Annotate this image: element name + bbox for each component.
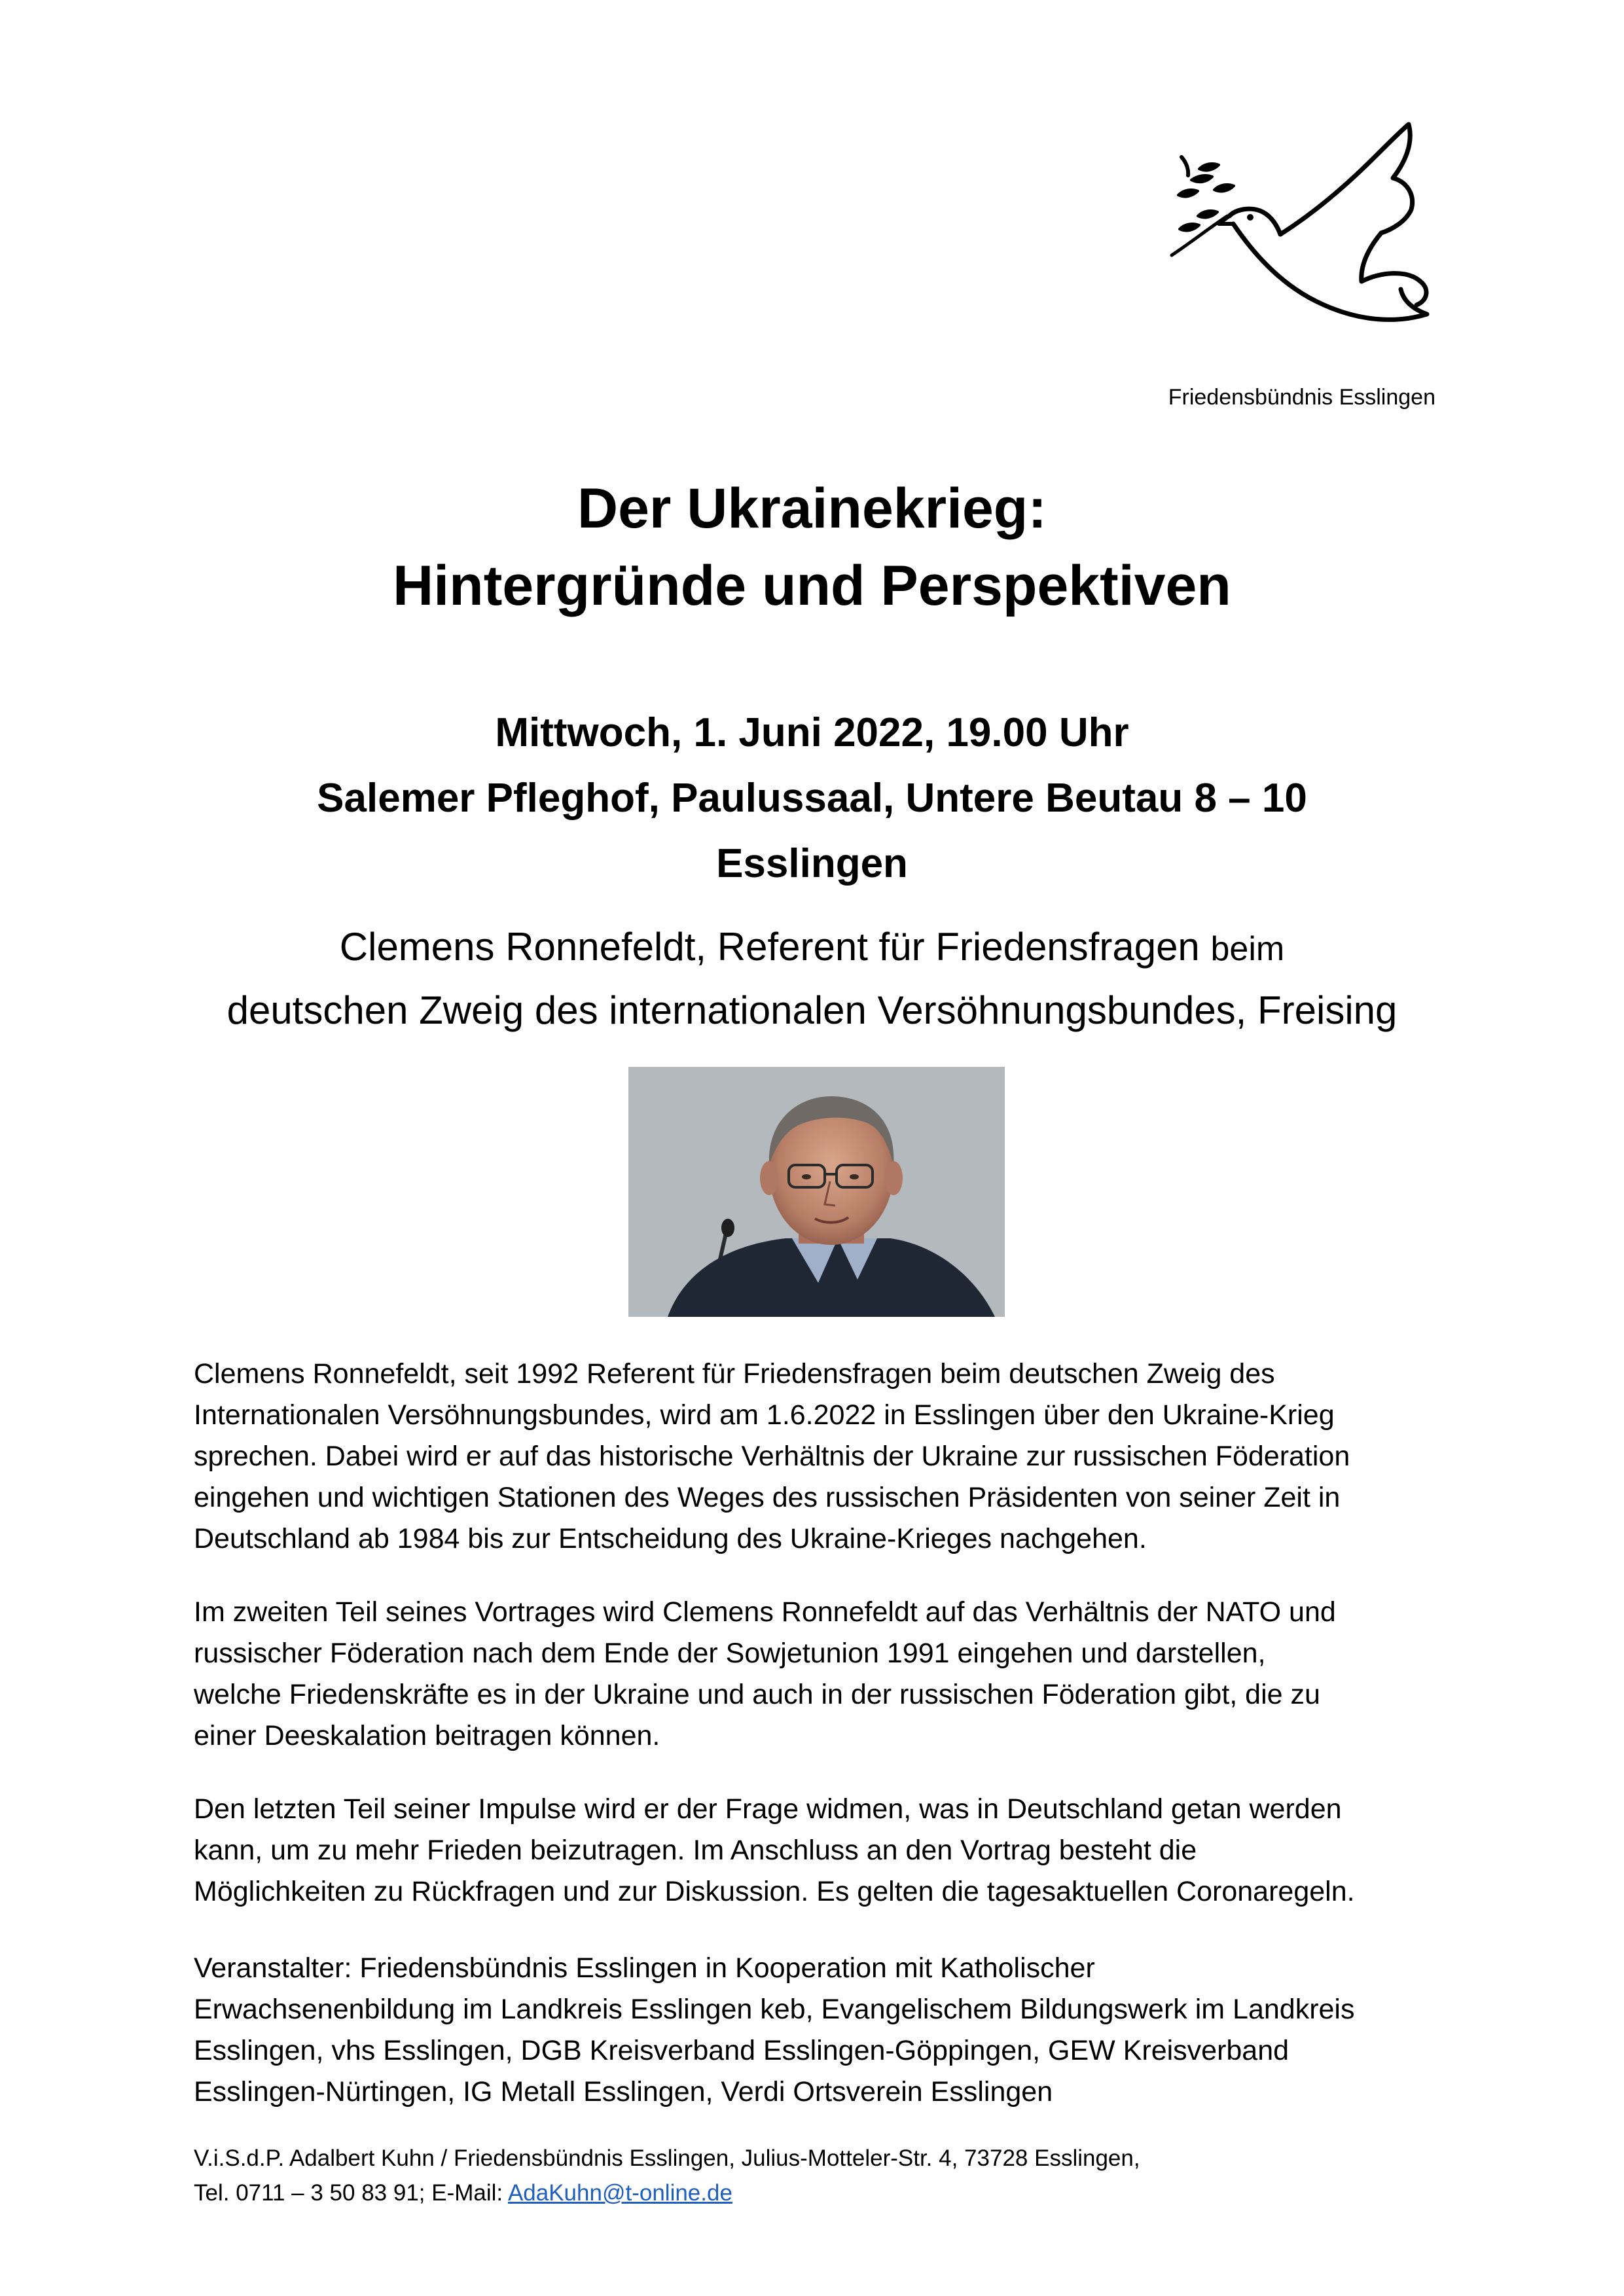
speaker-portrait bbox=[628, 1067, 1005, 1317]
organization-name: Friedensbündnis Esslingen bbox=[1168, 385, 1435, 410]
title-line-1: Der Ukrainekrieg: bbox=[577, 477, 1047, 540]
paragraph-3-text: Den letzten Teil seiner Impulse wird er der Frage widmen, was in Deutschland getan werden kann, um zu mehr Frieden beizutragen. Im Anschluss an den Vortrag besteht die Möglichkeiten zu Rückfragen und zur Diskussion. Es gelten die tagesaktuellen Coronaregeln. bbox=[194, 1793, 1355, 1907]
imprint bbox=[194, 2141, 1437, 2210]
speaker-line-1-tail: beim bbox=[1210, 930, 1285, 968]
event-details bbox=[131, 700, 1493, 897]
imprint-line-1: V.i.S.d.P. Adalbert Kuhn / Friedensbündnis Esslingen, Julius-Motteler-Str. 4, 73728 Esslingen, bbox=[194, 2145, 1140, 2171]
portrait-illustration bbox=[628, 1067, 1005, 1317]
event-city: Esslingen bbox=[716, 841, 908, 886]
imprint-line-2 bbox=[194, 2176, 1437, 2210]
peace-dove-icon bbox=[1152, 118, 1453, 340]
event-date-time: Mittwoch, 1. Juni 2022, 19.00 Uhr bbox=[495, 710, 1129, 755]
description-paragraph-2 bbox=[194, 1592, 1437, 1757]
title-line-2: Hintergründe und Perspektiven bbox=[393, 554, 1231, 617]
speaker-line-2: deutschen Zweig des internationalen Versöhnungsbundes, Freising bbox=[226, 988, 1398, 1032]
description-paragraph-3 bbox=[194, 1789, 1437, 1912]
email-link[interactable]: AdaKuhn@t-online.de bbox=[507, 2180, 732, 2206]
paragraph-1-text: Clemens Ronnefeldt, seit 1992 Referent für Friedensfragen beim deutschen Zweig des Internationalen Versöhnungsbundes, wird am 1.6.2022 in Esslingen über den Ukraine-Krieg sprechen. Dabei wird er auf das historische Verhältnis der Ukraine zur russischen Föderation eingehen und wichtigen Stationen des Weges des russischen Präsidenten von seiner Zeit in Deutschland ab 1984 bis zur Entscheidung des Ukraine-Krieges nachgehen. bbox=[194, 1358, 1350, 1554]
description-paragraph-1 bbox=[194, 1354, 1437, 1560]
paragraph-2-text: Im zweiten Teil seines Vortrages wird Clemens Ronnefeldt auf das Verhältnis der NATO und russischer Föderation nach dem Ende der Sowjetunion 1991 eingehen und darstellen, welche Friedenskräfte es in der Ukraine und auch in der russischen Föderation gibt, die zu einer Deeskalation beitragen können. bbox=[194, 1596, 1336, 1751]
organizers-paragraph bbox=[194, 1948, 1437, 2113]
event-venue: Salemer Pfleghof, Paulussaal, Untere Beutau 8 – 10 bbox=[317, 776, 1307, 821]
speaker-name-role: Clemens Ronnefeldt, Referent für Friedensfragen bbox=[339, 925, 1200, 969]
speaker-line-1 bbox=[131, 916, 1493, 980]
page-title bbox=[131, 470, 1493, 624]
speaker-info bbox=[131, 916, 1493, 1041]
paragraph-4-text: Veranstalter: Friedensbündnis Esslingen in Kooperation mit Katholischer Erwachsenenbildung im Landkreis Esslingen keb, Evangelischem Bildungswerk im Landkreis Esslingen, vhs Esslingen, DGB Kreisverband Esslingen-Göppingen, GEW Kreisverband Esslingen-Nürtingen, IG Metall Esslingen, Verdi Ortsverein Esslingen bbox=[194, 1952, 1355, 2108]
imprint-phone: Tel. 0711 – 3 50 83 91; E-Mail: bbox=[194, 2180, 508, 2206]
